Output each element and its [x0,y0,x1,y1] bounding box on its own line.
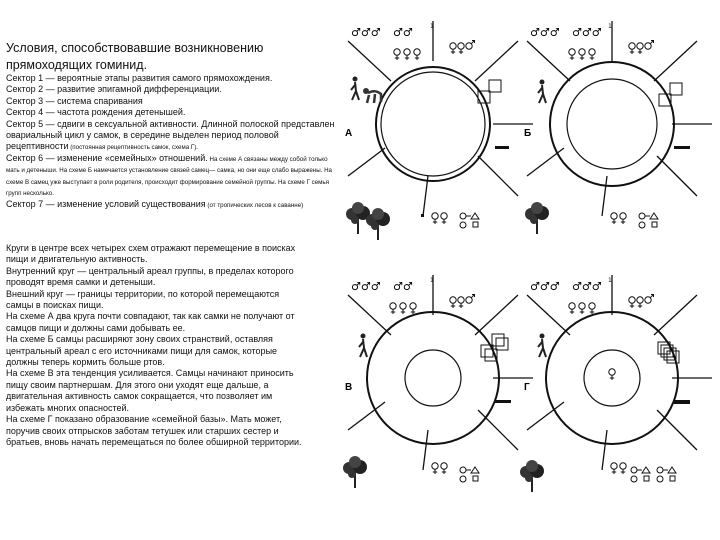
inner-circle [381,72,485,176]
circles-paragraph: Внутренний круг — центральный ареал группы, в пределах которого проводят время самки и детеныши. [6,265,294,288]
sector-6-text: Сектор 6 — изменение «семейных» отношений. На схеме А связаны между собой только мать и детеныши. На схеме Б намечается установление связей самец— самка, но они еще слабо выражены. На схеме В самец уже выступает в роли родителя, происходит формирование семейной группы. На схеме Г семья групп несколько. [6,152,332,198]
svg-text:1: 1 [608,277,612,284]
diagram-a [345,21,533,240]
svg-text:♂♂♂: ♂♂♂ [351,280,381,293]
family-icon [639,213,658,228]
sector-3-text: Сектор 3 — система спаривания [6,95,143,106]
svg-text:1: 1 [430,23,434,30]
circles-paragraph: На схеме Г показано образование «семейной базы». Мать может, поручив своих отпрысков заботам тетушек или старших сестер и братьев, вновь начать перемещаться по более обширной территории. [6,414,302,447]
svg-text:1: 1 [608,23,612,30]
walker-icon [359,334,367,358]
circles-paragraph: На схеме В эта тенденция усиливается. Самцы начинают приносить пищу своим партнершам. Для этого они уходят еще дальше, а двигательная активность самок сокращается, что позволяет им избежать многих опасностей. [6,368,294,413]
svg-text:♂♂: ♂♂ [393,280,413,293]
diagram-b [524,21,712,234]
page-title: Условия, способствовавшие возникновению прямоходящих гоминид. [6,41,264,72]
tree-icon [520,460,544,492]
outer-circle [376,67,490,181]
walker-icon [538,80,546,104]
walker-icon [538,334,546,358]
circles-paragraph: На схеме А два круга почти совпадают, так как самки не получают от самцов пищи и должны сами добывать ее. [6,311,295,333]
diagram-label: В [345,382,353,393]
sector-4-text: Сектор 4 — частота рождения детенышей. [6,107,186,118]
epigamic-symbols [351,26,413,39]
inner-circle [567,79,657,169]
sector-7-text: Сектор 7 — изменение условий существования (от тропических лесов к саванне) [6,198,304,209]
svg-text:♂♂♂: ♂♂♂ [351,26,381,39]
center-female-icon [609,369,615,380]
sector-1-text: Сектор 1 — вероятные этапы развития самого прямохождения. [6,73,273,83]
circles-paragraph: Внешний круг — границы территории, по которой перемещаются самцы в поисках пищи. [6,288,280,311]
inner-circle [405,350,461,406]
sector-2-text: Сектор 2 — развитие эпигамной дифференциации. [6,84,222,95]
circles-paragraph: Круги в центре всех четырех схем отражают перемещение в поисках пищи и двигательную активность. [6,243,296,265]
diagram-label: Б [524,128,532,139]
outer-circle [367,312,499,444]
birth-boxes [478,80,501,103]
circles-paragraph: На схеме Б самцы расширяют зону своих странствий, оставляя центральный ареал с его источниками пищи для самок, которые должны теперь кормить больше ртов. [6,334,278,368]
family-icon [460,467,479,482]
svg-text:♂♂♂: ♂♂♂ [530,280,560,293]
family-icon [460,213,479,228]
diagram-v [343,275,533,488]
tree-icon [525,202,549,234]
diagram-label: А [345,128,353,139]
walker-icon [351,77,359,101]
cycle-bar [495,146,509,149]
diagram-g [520,275,712,492]
svg-text:♂♂♂: ♂♂♂ [530,26,560,39]
diagram-label: Г [524,382,530,393]
sector-numbers [430,23,612,284]
ape-icon [363,88,381,103]
sector-5-text: Сектор 5 — сдвиги в сексуальной активности. Длинной полоской представлен овариальный цикл у самок, в середине выделен период половой рецептивности (постоянная рецептивность самок, схема Г). [6,118,335,152]
svg-text:♂♂: ♂♂ [393,26,413,39]
svg-text:♂♂♂: ♂♂♂ [572,280,602,293]
mating-symbols [394,49,420,60]
tree-icon [343,456,367,488]
svg-text:♂♂♂: ♂♂♂ [572,26,602,39]
family-icon [631,467,676,482]
outer-circle [550,62,674,186]
svg-text:1: 1 [430,277,434,284]
